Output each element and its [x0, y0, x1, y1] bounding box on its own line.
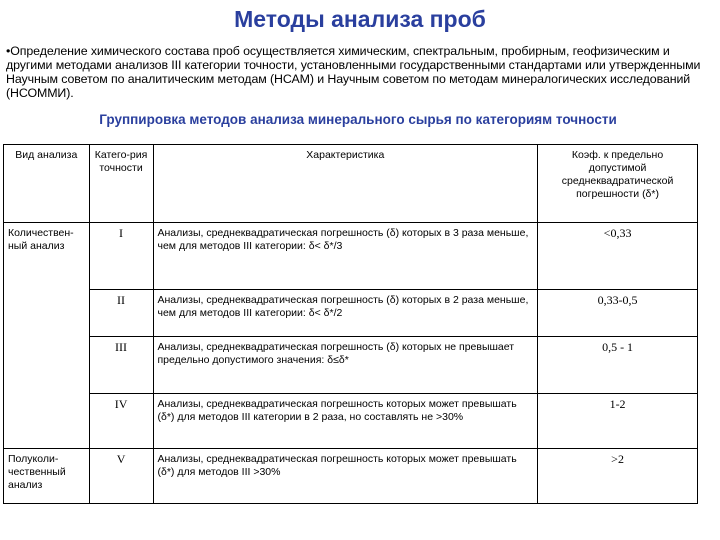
characteristic-cell: Анализы, среднеквадратическая погрешность которых может превышать (δ*) для методов III >30%	[153, 448, 538, 504]
kind-quantitative: Количествен-ный анализ	[4, 222, 90, 290]
characteristic-cell: Анализы, среднеквадратическая погрешность (δ) которых в 2 раза меньше, чем для методов III категории: δ< δ*/2	[153, 290, 538, 336]
table-row	[4, 290, 698, 336]
kind-semi-quantitative: Полуколи-чественный анализ	[4, 448, 90, 504]
kind-empty-cell	[4, 394, 90, 448]
table-row	[4, 336, 698, 393]
characteristic-cell: Анализы, среднеквадратическая погрешность которых может превышать (δ*) для методов III категории в 2 раза, но составлять не >30%	[153, 394, 538, 448]
table-row	[4, 448, 698, 504]
page-title: Методы анализа проб	[234, 6, 486, 32]
category-cell: V	[89, 448, 153, 504]
accuracy-categories-table	[3, 144, 698, 504]
table-caption: Группировка методов анализа минерального сырья по категориям точности	[99, 112, 617, 127]
coefficient-cell: 0,33-0,5	[538, 290, 698, 336]
table-header-row	[4, 145, 698, 223]
category-cell: IV	[89, 394, 153, 448]
table-row	[4, 394, 698, 448]
coefficient-cell: 0,5 - 1	[538, 336, 698, 393]
kind-empty-cell	[4, 336, 90, 393]
characteristic-cell: Анализы, среднеквадратическая погрешность (δ) которых не превышает предельно допустимого значения: δ≤δ*	[153, 336, 538, 393]
table-row	[4, 222, 698, 290]
category-cell: II	[89, 290, 153, 336]
header-characteristic: Характеристика	[153, 145, 538, 223]
kind-empty-cell	[4, 290, 90, 336]
coefficient-cell: >2	[538, 448, 698, 504]
coefficient-cell: <0,33	[538, 222, 698, 290]
coefficient-cell: 1-2	[538, 394, 698, 448]
intro-paragraph: •Определение химического состава проб осуществляется химическим, спектральным, пробирным, геофизическим и другими методами анализов III категории точности, установленными государственными стандартами или утвержденными Научным советом по аналитическим методам (НСАМ) и Научным советом по методам минералогических исследований (НСОММИ).	[6, 44, 701, 100]
category-cell: I	[89, 222, 153, 290]
header-category: Катего-рия точности	[89, 145, 153, 223]
header-kind: Вид анализа	[4, 145, 90, 223]
category-cell: III	[89, 336, 153, 393]
characteristic-cell: Анализы, среднеквадратическая погрешность (δ) которых в 3 раза меньше, чем для методов III категории: δ< δ*/3	[153, 222, 538, 290]
header-coefficient: Коэф. к предельно допустимой среднеквадратической погрешности (δ*)	[538, 145, 698, 223]
